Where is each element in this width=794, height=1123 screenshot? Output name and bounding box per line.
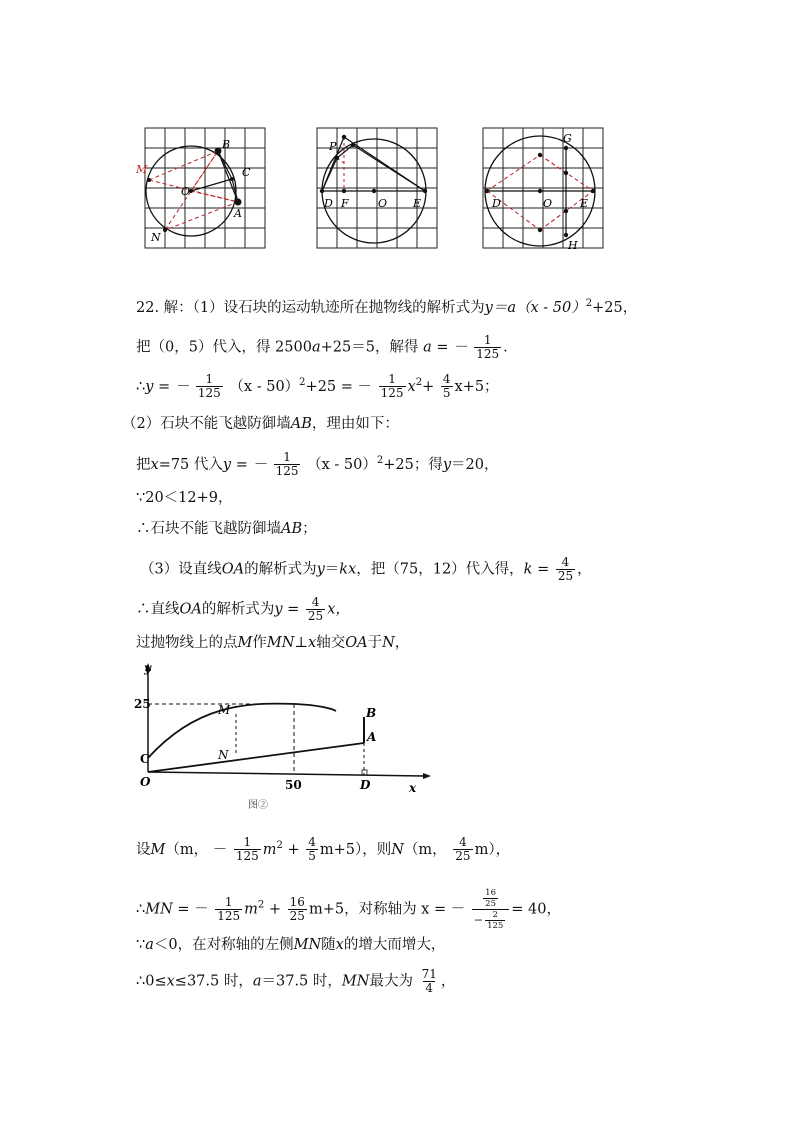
text: ，理由如下： <box>311 416 399 432</box>
denominator: 25 <box>307 609 324 623</box>
label-M: M <box>136 163 148 176</box>
fraction <box>215 896 242 923</box>
text: m <box>262 841 277 858</box>
label-C: C <box>242 166 251 179</box>
x-axis-arrow <box>423 773 431 779</box>
text: y = <box>274 601 304 618</box>
text: 的解析式为 <box>201 601 275 618</box>
point-F-dot <box>342 189 346 193</box>
text: 2 <box>585 298 593 309</box>
text: a = － <box>423 339 468 356</box>
text: y <box>316 561 325 578</box>
text: ∴ <box>136 901 146 918</box>
text: ∴0≤ <box>136 973 167 990</box>
point-A-dot <box>235 199 242 206</box>
numerator: 4 <box>561 555 570 569</box>
text: 设 <box>136 841 151 858</box>
text: y＝a（x - 50） <box>484 299 586 316</box>
point-H-dot <box>564 233 568 237</box>
text: ∴直线 <box>136 601 180 618</box>
text: 于 <box>367 635 383 651</box>
fraction <box>453 836 472 863</box>
text: 把（0，5）代入，得 2500 <box>136 339 312 356</box>
text: ＝20， <box>451 456 499 473</box>
text: x <box>166 973 175 990</box>
point-G-dot <box>564 146 568 150</box>
text: ， <box>577 561 592 578</box>
denominator: 125 <box>476 347 500 361</box>
label-D: D <box>360 778 371 792</box>
label-O: O <box>140 775 151 789</box>
text: 22. 解：（1）设石块的运动轨迹所在抛物线的解析式为 <box>136 299 485 316</box>
y-axis-label: y <box>144 661 151 675</box>
solution-line-8 <box>140 556 592 583</box>
compound-fraction <box>472 888 509 931</box>
text: =75 代入 <box>158 456 223 473</box>
fraction <box>483 888 498 909</box>
numerator: 4 <box>308 835 316 850</box>
text: M <box>237 635 253 651</box>
figure-caption: 图② <box>248 800 268 811</box>
point-upper-dot <box>538 153 542 157</box>
x-axis-line <box>148 772 424 776</box>
text: MN <box>145 901 173 918</box>
point-E-dot <box>423 189 427 193</box>
label-D: D <box>492 197 501 210</box>
text: a <box>252 973 262 990</box>
denominator: 125 <box>217 909 241 923</box>
numerator: 1 <box>205 372 214 387</box>
denominator: 25 <box>485 899 496 909</box>
fraction <box>274 451 301 478</box>
solution-line-12 <box>136 888 561 931</box>
grid-figure-1 <box>136 125 270 253</box>
numerator: 16 <box>485 888 496 898</box>
solution-line-6 <box>136 488 233 508</box>
text: + <box>422 378 435 395</box>
text: 把 <box>136 456 151 473</box>
label-E: E <box>580 197 589 210</box>
text: MN <box>341 973 370 990</box>
text: x， <box>327 601 350 618</box>
tick-50: 50 <box>285 778 302 792</box>
grid-figure-3 <box>478 125 608 253</box>
solution-line-7 <box>136 519 317 539</box>
solution-line-14 <box>136 968 455 995</box>
text: ＝37.5 时， <box>261 973 342 990</box>
text: 轴交 <box>316 635 346 651</box>
denominator: 125 <box>380 386 404 401</box>
label-N: N <box>151 231 161 244</box>
text: x <box>150 456 159 473</box>
text: AB <box>290 416 312 432</box>
text: OA <box>179 601 202 618</box>
label-O: O <box>378 197 388 210</box>
text: a <box>311 339 321 356</box>
text: y = － <box>222 456 267 473</box>
label-E: E <box>413 197 422 210</box>
label-P: P <box>329 140 337 153</box>
numerator: 1 <box>224 895 233 909</box>
text: +25；得 <box>383 456 443 473</box>
text: AB <box>281 521 303 537</box>
denominator: 5 <box>308 849 316 864</box>
numerator: 2 <box>492 910 498 920</box>
text: （2）石块不能飞越防御墙 <box>122 416 291 432</box>
point-E-dot <box>591 189 595 193</box>
parabola-graph <box>136 660 436 815</box>
text: a <box>145 937 154 953</box>
text: OA <box>221 561 245 578</box>
label-H: H <box>568 239 578 252</box>
denominator: 25 <box>557 569 574 583</box>
text: N <box>391 841 404 858</box>
solution-line-10 <box>136 633 409 653</box>
solution-line-2 <box>136 334 508 361</box>
text: ，把（75，12）代入得， <box>356 561 524 578</box>
text: ＝ <box>324 561 340 578</box>
text: 的增大而增大， <box>343 937 446 953</box>
solution-line-9 <box>136 596 350 623</box>
text: 2 <box>376 455 384 466</box>
label-F: F <box>341 197 349 210</box>
point-lower-dot <box>538 228 542 232</box>
label-B: B <box>222 138 231 151</box>
denominator: 125 <box>235 849 259 864</box>
solution-line-11 <box>136 836 510 863</box>
fraction <box>306 836 318 863</box>
label-B: B <box>366 706 377 720</box>
label-O: O <box>543 197 553 210</box>
text: ≤37.5 时， <box>174 973 253 990</box>
text: +25＝5，解得 <box>320 339 419 356</box>
text: ∴石块不能飞越防御墙 <box>136 521 281 537</box>
fraction <box>288 896 307 923</box>
text: ＜0，在对称轴的左侧 <box>153 937 294 953</box>
denominator: 125 <box>197 386 221 401</box>
denominator: 25 <box>289 909 305 923</box>
text: 2 <box>276 840 283 851</box>
text: x <box>308 635 317 651</box>
numerator: 16 <box>289 895 305 909</box>
denominator: 125 <box>275 464 299 479</box>
text: 2 <box>257 899 265 911</box>
text: + <box>264 901 286 918</box>
fraction <box>474 334 501 361</box>
denominator: 25 <box>455 849 471 864</box>
solution-line-13 <box>136 935 445 955</box>
point-P-dot <box>342 135 346 139</box>
point-C-dot <box>230 177 234 181</box>
text: 过抛物线上的点 <box>136 635 238 651</box>
fraction <box>234 836 261 863</box>
denominator: 125 <box>487 921 504 931</box>
label-A: A <box>234 207 242 220</box>
point-B-dot <box>215 148 222 155</box>
label-O: O <box>181 185 191 198</box>
text: m+5，对称轴为 x = － <box>308 901 466 918</box>
text: N <box>382 635 395 651</box>
text: m+5），则 <box>319 841 392 858</box>
text: +25， <box>592 299 638 316</box>
text: ⊥ <box>294 635 309 651</box>
text: M <box>150 841 166 858</box>
tick-25: 25 <box>134 697 151 711</box>
text: ； <box>302 521 317 537</box>
line-OA <box>148 743 364 772</box>
text: +25 = － <box>305 378 373 395</box>
text: （m， <box>403 841 447 858</box>
text: . <box>503 339 508 356</box>
label-G: G <box>563 132 572 145</box>
solution-line-4 <box>122 414 399 434</box>
text: 的解析式为 <box>244 561 317 578</box>
text: 最大为 <box>369 973 413 990</box>
text: ， <box>394 635 410 651</box>
point-g2-dot <box>564 171 568 175</box>
solution-line-1 <box>136 294 637 318</box>
text: m <box>244 901 258 918</box>
label-N: N <box>218 748 229 762</box>
fraction <box>196 373 223 400</box>
text: y = － <box>145 378 190 395</box>
text: MN <box>266 635 295 651</box>
point-N-dot <box>163 228 167 232</box>
text: kx <box>339 561 357 578</box>
text: x <box>335 937 344 953</box>
text: OA <box>345 635 368 651</box>
point-M-dot <box>147 178 151 182</box>
fraction <box>556 556 575 583</box>
text: 随 <box>321 937 336 953</box>
solid-lines-1 <box>191 151 238 202</box>
numerator: 71 <box>421 967 437 981</box>
text: ∴ <box>136 378 146 395</box>
solution-line-5 <box>136 451 498 478</box>
text: MN <box>293 937 322 953</box>
denominator: 4 <box>425 981 434 995</box>
denominator: 5 <box>442 386 451 401</box>
fraction <box>441 373 453 400</box>
point-h2-dot <box>564 209 568 213</box>
compound-denominator: − $\frac{2}{125}$ <box>472 909 509 931</box>
text: = 40， <box>511 901 562 918</box>
numerator: 4 <box>442 372 451 387</box>
text: m）， <box>474 841 511 858</box>
text: k = <box>523 561 554 578</box>
text: ∵20＜12+9， <box>136 490 233 506</box>
text: ∵ <box>136 937 146 953</box>
text: y <box>442 456 452 473</box>
text: x+5； <box>454 378 499 395</box>
x-axis-label: x <box>409 781 417 795</box>
fraction <box>420 968 439 995</box>
text: x <box>407 378 416 395</box>
numerator: 4 <box>459 835 467 850</box>
compound-numerator <box>479 888 502 909</box>
fraction <box>379 373 406 400</box>
label-A: A <box>367 730 377 744</box>
label-D: D <box>324 197 333 210</box>
point-D-dot <box>485 189 489 193</box>
text: 作 <box>252 635 267 651</box>
point-D-dot <box>320 189 324 193</box>
point-top-dot <box>351 143 355 147</box>
text: （3）设直线 <box>140 561 222 578</box>
text: 2 <box>299 377 306 388</box>
numerator: 1 <box>243 835 252 850</box>
label-M: M <box>218 703 231 717</box>
point-mid-dot <box>335 156 339 160</box>
label-C: C <box>140 752 150 766</box>
numerator: 1 <box>388 372 396 387</box>
text: = － <box>172 901 209 918</box>
point-O-dot <box>538 189 542 193</box>
numerator: 1 <box>283 450 291 465</box>
numerator: 1 <box>483 333 492 347</box>
numerator: 4 <box>311 595 320 609</box>
text: （m， － <box>165 841 228 858</box>
fraction <box>306 596 325 623</box>
solution-line-3 <box>136 373 499 400</box>
text: （x - 50） <box>229 378 300 395</box>
grid-figure-2 <box>312 125 442 253</box>
fraction <box>485 910 505 931</box>
point-O-dot <box>372 189 376 193</box>
text: ， <box>440 973 456 990</box>
text: （x - 50） <box>307 456 377 473</box>
text: 2 <box>415 377 423 388</box>
text: + <box>282 841 305 858</box>
